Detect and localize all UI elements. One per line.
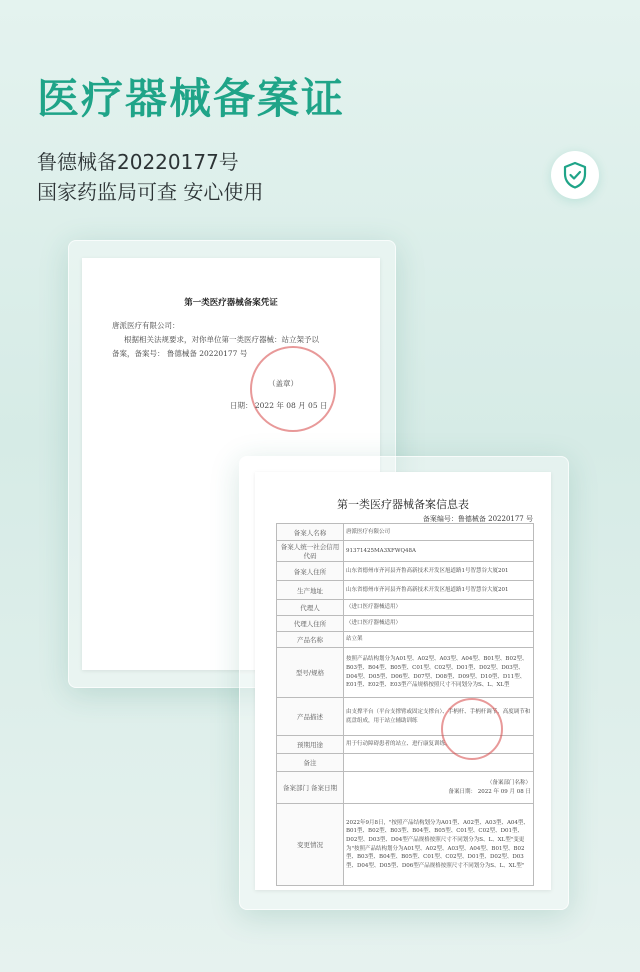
record-table	[276, 523, 534, 886]
page-title: 医疗器械备案证	[37, 74, 346, 123]
certificate-body-line2: 备案，备案号： 鲁德械备 20220177 号	[112, 349, 248, 358]
table-row: 代理人住所 （进口医疗器械适用）	[277, 616, 534, 632]
table-row: 生产地址 山东省德州市齐河县齐鲁高新技术开发区旭道路1号智慧谷大厦201	[277, 581, 534, 600]
record-number: 备案编号：鲁德械备 20220177 号	[422, 515, 533, 523]
registration-number: 鲁德械备20220177号	[37, 150, 239, 174]
certificate-body-line1: 根据相关法规要求，对你单位第一类医疗器械：站立架予以	[124, 335, 319, 344]
table-row: 产品描述 由支撑平台（平台支撑臂或固定支撑台）、手柄杆、手柄杆调节、高度调节和底盘组成，用于站立辅助训练	[277, 698, 534, 736]
verification-note: 国家药监局可查 安心使用	[37, 180, 264, 204]
record-date: 备案日期： 2022 年 09 月 08 日	[448, 788, 531, 795]
table-row: 备注	[277, 754, 534, 772]
seal-label: （盖章）	[268, 379, 298, 388]
table-row: 预期用途 用于行动障碍患者的站立、进行康复训练。	[277, 736, 534, 754]
record-paper	[255, 472, 551, 890]
table-row: 产品名称 站立架	[277, 632, 534, 648]
certificate-date: 日期： 2022 年 08 月 05 日	[230, 401, 328, 410]
table-row: 型号/规格 按照产品结构划分为A01型、A02型、A03型、A04型、B01型、B02型、B03型、B04型、B05型、C01型、C02型、D01型、D02型、D03型、D04型、D05型、D06型、D07型、D08型、D09型、D10型、D11型、E01型、E02型、E03型产品规格按照尺寸不同划分为S、L、XL型	[277, 648, 534, 698]
official-seal	[250, 346, 336, 432]
table-row: 备案人名称 唐派医疗有限公司	[277, 524, 534, 541]
shield-check-icon	[562, 161, 588, 189]
certificate-addressee: 唐派医疗有限公司：	[112, 321, 180, 330]
table-row: 备案部门 备案日期 （备案部门名称） 备案日期： 2022 年 09 月 08 日	[277, 772, 534, 804]
shield-badge	[551, 151, 599, 199]
table-row: 变更情况 2022年9月8日，"按照产品结构划分为A01型、A02型、A03型、A04型、B01型、B02型、B03型、B04型、B05型、C01型、C02型、D01型、D02型、D03型、D04型产品规格按照尺寸不同划分为S、L、XL型"变更为"按照产品结构划分为A01型、A02型、A03型、A04型、B01型、B02型、B03型、B04型、B05型、C01型、C02型、D01型、D02型、D03型、D04型、D05型、D06型产品规格按照尺寸不同划分为S、L、XL型"	[277, 804, 534, 886]
table-row: 代理人 （进口医疗器械适用）	[277, 600, 534, 616]
record-dept-label: （备案部门名称）	[486, 779, 531, 786]
record-title: 第一类医疗器械备案信息表	[337, 498, 469, 511]
table-row: 备案人统一社会信用代码 91371425MA3XFWQ48A	[277, 541, 534, 562]
certificate-title: 第一类医疗器械备案凭证	[184, 298, 278, 308]
record-seal	[441, 698, 503, 760]
table-row: 备案人住所 山东省德州市齐河县齐鲁高新技术开发区旭道路1号智慧谷大厦201	[277, 562, 534, 581]
